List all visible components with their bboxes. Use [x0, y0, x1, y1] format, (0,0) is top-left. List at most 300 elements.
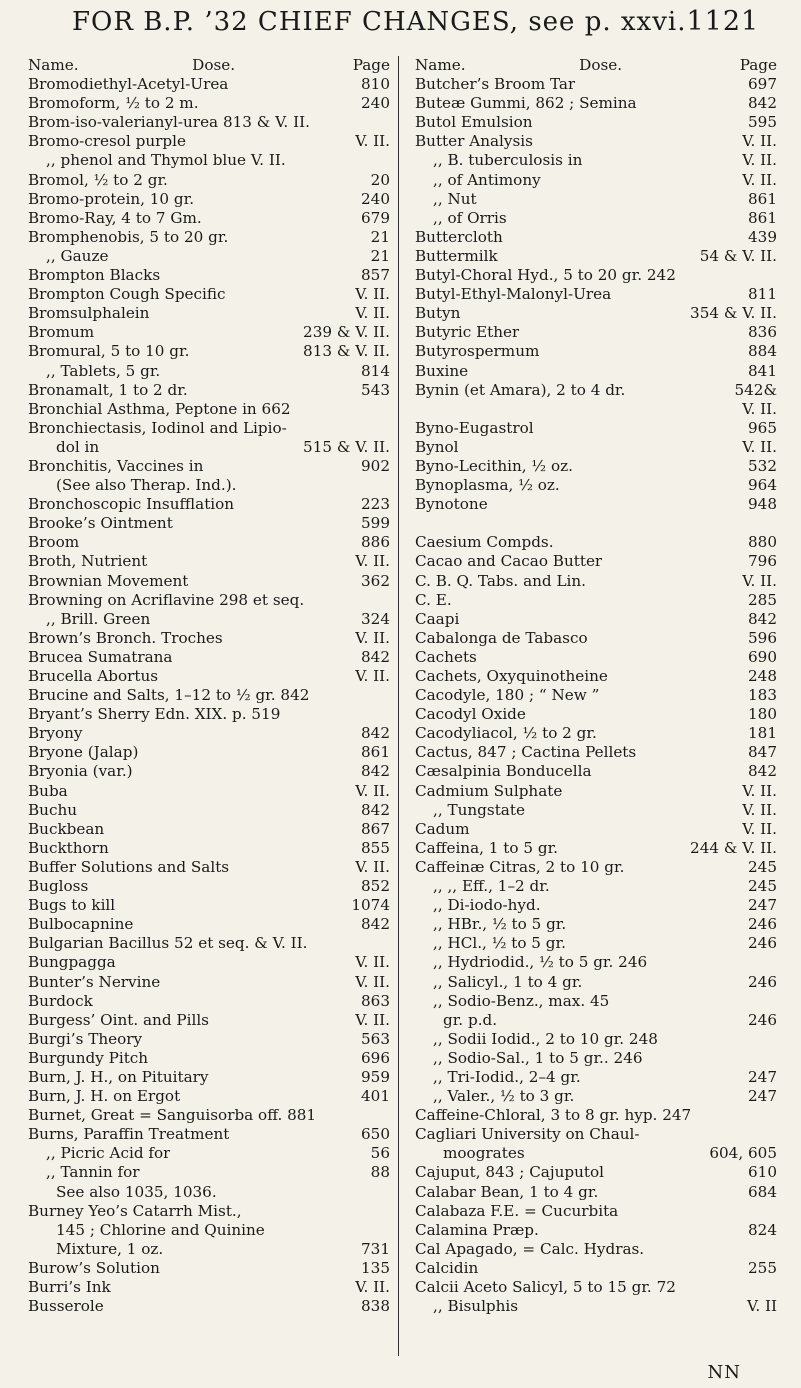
entry-name: Brucea Sumatrana — [28, 647, 173, 666]
index-entry — [415, 1030, 777, 1049]
entry-page: 354 & V. II. — [690, 304, 777, 323]
entry-name: Burow’s Solution — [28, 1258, 160, 1277]
entry-name: Bynoplasma, ½ oz. — [415, 476, 560, 495]
index-entry — [28, 190, 390, 209]
entry-name: ,, Salicyl., 1 to 4 gr. — [433, 972, 583, 991]
entry-page: 135 — [361, 1258, 390, 1277]
index-entry — [415, 400, 777, 419]
index-entry — [415, 1125, 777, 1144]
entry-page: 248 — [748, 667, 777, 685]
entry-page: 731 — [361, 1239, 390, 1258]
index-entry — [415, 1011, 777, 1030]
index-entry — [28, 1144, 390, 1163]
index-entry — [415, 743, 777, 762]
entry-page: V. II. — [742, 132, 777, 151]
entry-page: 696 — [361, 1048, 390, 1067]
entry-page: 543 — [361, 380, 390, 399]
entry-page: 857 — [361, 266, 390, 285]
entry-name: Burnet, Great = Sanguisorba off. 881 — [28, 1106, 317, 1125]
index-entry — [28, 1221, 390, 1240]
entry-page: 867 — [361, 819, 390, 838]
index-entry — [28, 323, 390, 342]
entry-name: Buba — [28, 781, 68, 800]
entry-page: V. II. — [355, 285, 390, 304]
entry-page: V. II. — [355, 781, 390, 800]
entry-page: 244 & V. II. — [690, 838, 777, 857]
entry-name: ,, ,, Eff., 1–2 dr. — [433, 877, 550, 896]
entry-page: 604, 605 — [709, 1144, 777, 1163]
entry-name: Cajuput, 843 ; Cajuputol — [415, 1163, 604, 1182]
entry-name: Brucella Abortus — [28, 667, 159, 685]
index-entry — [28, 820, 390, 839]
entry-name: Cacao and Cacao Butter — [415, 552, 603, 571]
entry-name: ,, Picric Acid for — [46, 1144, 171, 1163]
left-column — [18, 56, 398, 1356]
entry-page: 247 — [748, 1067, 777, 1086]
entry-name: Bynin (et Amara), 2 to 4 dr. — [415, 380, 626, 399]
entry-name: C. E. — [415, 590, 452, 609]
entry-page: 814 — [361, 361, 390, 380]
entry-name: Buchu — [28, 800, 78, 819]
entry-page: V. II. — [742, 781, 777, 800]
index-entry — [28, 495, 390, 514]
entry-name: Caffeinæ Citras, 2 to 10 gr. — [415, 857, 625, 876]
entry-page: V. II. — [355, 1010, 390, 1029]
entry-page: 842 — [748, 762, 777, 781]
entry-name: Cactus, 847 ; Cactina Pellets — [415, 743, 637, 762]
entry-name: ,, Bisulphis — [433, 1297, 519, 1316]
index-entry — [28, 438, 390, 457]
index-entry — [415, 1163, 777, 1182]
entry-name: ,, Tablets, 5 gr. — [46, 361, 161, 380]
entry-name: Caapi — [415, 609, 460, 628]
entry-page: 842 — [748, 94, 777, 113]
entry-name: Cagliari University on Chaul- — [415, 1125, 640, 1144]
entry-name: Buckbean — [28, 819, 105, 838]
entry-name: Byno-Lecithin, ½ oz. — [415, 456, 573, 475]
index-entry — [28, 629, 390, 648]
index-entry — [415, 266, 777, 285]
entry-name: Burn, J. H., on Pituitary — [28, 1067, 209, 1086]
entry-page: 965 — [748, 418, 777, 437]
entry-page: 842 — [361, 724, 390, 743]
index-entry — [415, 381, 777, 400]
entry-name: Bromum — [28, 323, 95, 342]
index-entry — [28, 151, 390, 170]
entry-name: Bynol — [415, 437, 459, 456]
entry-name: Byno-Eugastrol — [415, 418, 534, 437]
entry-name: Cal Apagado, = Calc. Hydras. — [415, 1239, 645, 1258]
index-entry — [415, 591, 777, 610]
col-header-dose: Dose. — [579, 56, 623, 74]
entry-page: 245 — [748, 877, 777, 896]
entry-name: C. B. Q. Tabs. and Lin. — [415, 571, 587, 590]
entry-page: 861 — [748, 208, 777, 227]
entry-page: 255 — [748, 1258, 777, 1277]
entry-page: 532 — [748, 456, 777, 475]
entry-name: Cadum — [415, 819, 470, 838]
entry-page: V. II. — [742, 170, 777, 189]
index-entry — [415, 724, 777, 743]
index-entry — [28, 1106, 390, 1125]
entry-page: 223 — [361, 495, 390, 514]
entry-page: 246 — [748, 1010, 777, 1029]
index-entry — [28, 228, 390, 247]
index-entry — [28, 75, 390, 94]
entry-name: Cachets — [415, 647, 477, 666]
index-entry — [28, 533, 390, 552]
entry-name: Bryony — [28, 724, 83, 743]
entry-page: 240 — [361, 94, 390, 113]
index-entry — [28, 285, 390, 304]
index-entry — [415, 973, 777, 992]
entry-page: 796 — [748, 552, 777, 571]
entry-page: 245 — [748, 857, 777, 876]
entry-page: 842 — [748, 609, 777, 628]
index-entry — [28, 1011, 390, 1030]
entry-name: Brompton Blacks — [28, 266, 161, 285]
entry-page: 836 — [748, 323, 777, 342]
entry-name: Brom-iso-valerianyl-urea 813 & V. II. — [28, 113, 310, 132]
entry-name: Cadmium Sulphate — [415, 781, 563, 800]
index-entry — [415, 342, 777, 361]
entry-name: Cacodyliacol, ½ to 2 gr. — [415, 724, 597, 743]
index-entry — [415, 610, 777, 629]
entry-name: Buttercloth — [415, 227, 503, 246]
col-header-name: Name. — [415, 56, 466, 74]
entry-page: 401 — [361, 1087, 390, 1106]
entry-name: Bromphenobis, 5 to 20 gr. — [28, 227, 229, 246]
entry-name: Burns, Paraffin Treatment — [28, 1125, 230, 1144]
index-entry — [28, 591, 390, 610]
entry-page: 824 — [748, 1220, 777, 1239]
entry-page: V. II — [747, 1297, 777, 1316]
index-entry — [28, 247, 390, 266]
entry-name: Buxine — [415, 361, 469, 380]
entry-name: Buckthorn — [28, 838, 109, 857]
index-entry — [415, 877, 777, 896]
index-entry — [28, 896, 390, 915]
entry-name: Busserole — [28, 1297, 104, 1316]
left-entry-list — [28, 75, 390, 1316]
entry-page: V. II. — [355, 953, 390, 972]
index-entry — [28, 1163, 390, 1182]
index-entry — [28, 1125, 390, 1144]
index-entry — [28, 992, 390, 1011]
index-entry — [415, 896, 777, 915]
entry-page: 842 — [361, 800, 390, 819]
index-entry — [415, 1068, 777, 1087]
entry-name: Bryone (Jalap) — [28, 743, 139, 762]
index-entry — [415, 915, 777, 934]
index-entry — [415, 247, 777, 266]
entry-name: Bronchitis, Vaccines in — [28, 456, 204, 475]
index-entry — [415, 533, 777, 552]
entry-page: V. II. — [355, 972, 390, 991]
entry-name: moogrates — [443, 1144, 525, 1163]
entry-name: Bronchiectasis, Iodinol and Lipio- — [28, 418, 287, 437]
index-entry — [415, 285, 777, 304]
entry-page: 842 — [361, 762, 390, 781]
index-entry — [415, 552, 777, 571]
entry-page: 842 — [361, 647, 390, 666]
entry-page: V. II. — [355, 667, 390, 685]
entry-page: 247 — [748, 896, 777, 915]
index-entry — [28, 953, 390, 972]
index-entry — [28, 400, 390, 419]
entry-name: Calamina Præp. — [415, 1220, 539, 1239]
index-entry — [415, 438, 777, 457]
entry-name: Caffeina, 1 to 5 gr. — [415, 838, 558, 857]
entry-page: 964 — [748, 476, 777, 495]
entry-name: dol in — [56, 437, 100, 456]
entry-name: Cacodyle, 180 ; “ New ” — [415, 686, 600, 705]
entry-name: ,, B. tuberculosis in — [433, 151, 583, 170]
index-entry — [415, 419, 777, 438]
entry-name: ,, Sodio-Benz., max. 45 — [433, 991, 610, 1010]
entry-name: Brown’s Bronch. Troches — [28, 628, 223, 647]
index-entry — [415, 820, 777, 839]
entry-name: Caesium Compds. — [415, 533, 554, 552]
entry-name: Bronamalt, 1 to 2 dr. — [28, 380, 188, 399]
entry-page: 21 — [370, 246, 390, 265]
entry-name: ,, Hydriodid., ½ to 5 gr. 246 — [433, 953, 648, 972]
signature-mark: NN — [707, 1362, 741, 1383]
entry-page: 863 — [361, 991, 390, 1010]
entry-name: Broom — [28, 533, 80, 552]
entry-name: Cæsalpinia Bonducella — [415, 762, 592, 781]
index-entry — [28, 171, 390, 190]
entry-page: V. II. — [355, 857, 390, 876]
entry-name: Bromol, ½ to 2 gr. — [28, 170, 168, 189]
index-entry — [28, 724, 390, 743]
index-entry — [415, 476, 777, 495]
entry-name: Bromsulphalein — [28, 304, 150, 323]
index-entry — [28, 801, 390, 820]
entry-name: Bryant’s Sherry Edn. XIX. p. 519 — [28, 705, 281, 724]
index-entry — [415, 362, 777, 381]
entry-name: Bynotone — [415, 495, 488, 514]
entry-page: 240 — [361, 189, 390, 208]
index-entry — [28, 858, 390, 877]
entry-page: 884 — [748, 342, 777, 361]
index-entry — [28, 915, 390, 934]
index-entry — [415, 992, 777, 1011]
right-column — [398, 56, 783, 1356]
index-entry — [415, 858, 777, 877]
entry-name: ,, HBr., ½ to 5 gr. — [433, 915, 567, 934]
entry-page: 181 — [748, 724, 777, 743]
entry-name: Calcii Aceto Salicyl, 5 to 15 gr. 72 — [415, 1278, 676, 1296]
entry-page: V. II. — [355, 132, 390, 151]
index-entry — [415, 113, 777, 132]
entry-name: Buteæ Gummi, 862 ; Semina — [415, 94, 637, 113]
index-entry — [28, 934, 390, 953]
entry-name: Caffeine-Chloral, 3 to 8 gr. hyp. 247 — [415, 1106, 692, 1125]
entry-name: Brooke’s Ointment — [28, 514, 173, 533]
entry-page: V. II. — [355, 304, 390, 323]
entry-name: ,, of Orris — [433, 208, 507, 227]
index-entry — [28, 304, 390, 323]
entry-page: V. II. — [742, 819, 777, 838]
index-entry — [415, 762, 777, 781]
entry-name: (See also Therap. Ind.). — [56, 476, 237, 495]
entry-page: V. II. — [742, 151, 777, 170]
entry-name: Bungpagga — [28, 953, 116, 972]
header-title: FOR B.P. ’32 CHIEF CHANGES, see p. xxvi. — [72, 7, 687, 37]
entry-name: Brucine and Salts, 1–12 to ½ gr. 842 — [28, 686, 310, 705]
right-entry-list — [415, 75, 777, 1316]
index-entry — [28, 94, 390, 113]
entry-name: Bromo-cresol purple — [28, 132, 186, 151]
entry-page: 690 — [748, 647, 777, 666]
entry-page: 959 — [361, 1067, 390, 1086]
index-entry — [415, 934, 777, 953]
index-entry — [415, 1297, 777, 1316]
entry-page: 246 — [748, 915, 777, 934]
entry-name: Bromodiethyl-Acetyl-Urea — [28, 75, 229, 94]
entry-name: ,, Sodii Iodid., 2 to 10 gr. 248 — [433, 1029, 658, 1048]
index-entry — [415, 323, 777, 342]
index-entry — [415, 495, 777, 514]
entry-name: Bronchial Asthma, Peptone in 662 — [28, 399, 291, 418]
index-entry — [415, 1049, 777, 1068]
index-entry — [28, 782, 390, 801]
index-entry — [28, 514, 390, 533]
entry-name: ,, HCl., ½ to 5 gr. — [433, 934, 566, 953]
entry-name: ,, Tungstate — [433, 800, 525, 819]
index-entry — [28, 686, 390, 705]
entry-name: Bulbocapnine — [28, 915, 134, 934]
entry-name: ,, Di-iodo-hyd. — [433, 896, 541, 915]
entry-name: Bryonia (var.) — [28, 762, 133, 781]
index-entry — [28, 381, 390, 400]
entry-name: Burgess’ Oint. and Pills — [28, 1010, 209, 1029]
index-entry — [28, 1202, 390, 1221]
entry-page: 246 — [748, 972, 777, 991]
entry-name: See also 1035, 1036. — [56, 1182, 217, 1201]
column-header — [28, 56, 390, 75]
index-entry — [415, 190, 777, 209]
entry-name: Calabaza F.E. = Cucurbita — [415, 1201, 619, 1220]
index-entry — [28, 362, 390, 381]
entry-name: Burdock — [28, 991, 93, 1010]
entry-page: V. II. — [355, 552, 390, 571]
index-entry — [415, 1278, 777, 1297]
entry-name: ,, Sodio-Sal., 1 to 5 gr.. 246 — [433, 1048, 643, 1067]
entry-name: ,, Nut — [433, 189, 477, 208]
index-entry — [28, 839, 390, 858]
index-entry — [28, 113, 390, 132]
index-entry — [28, 552, 390, 571]
entry-page: 21 — [370, 227, 390, 246]
entry-name: Butter Analysis — [415, 132, 533, 151]
entry-page: 838 — [361, 1297, 390, 1316]
entry-page: 239 & V. II. — [303, 323, 390, 342]
index-entry — [28, 1030, 390, 1049]
entry-name: Cabalonga de Tabasco — [415, 628, 588, 647]
col-header-page: Page — [739, 56, 777, 74]
index-entry — [28, 743, 390, 762]
index-entry — [415, 572, 777, 591]
entry-name: Bulgarian Bacillus 52 et seq. & V. II. — [28, 934, 308, 953]
entry-name: Bromural, 5 to 10 gr. — [28, 342, 190, 361]
entry-page: 855 — [361, 838, 390, 857]
entry-name: Bromoform, ½ to 2 m. — [28, 94, 199, 113]
entry-page: 596 — [748, 628, 777, 647]
entry-page: 54 & V. II. — [699, 246, 777, 265]
index-entry — [28, 572, 390, 591]
index-entry — [28, 132, 390, 151]
entry-name: ,, Brill. Green — [46, 609, 151, 628]
entry-page: V. II. — [742, 437, 777, 456]
index-entry — [415, 1202, 777, 1221]
index-entry — [28, 457, 390, 476]
entry-page: V. II. — [742, 800, 777, 819]
entry-page: 595 — [748, 113, 777, 132]
section-gap — [415, 514, 777, 533]
entry-page: 861 — [361, 743, 390, 762]
entry-name: Buttermilk — [415, 246, 498, 265]
index-entry — [415, 648, 777, 667]
index-entry — [28, 1259, 390, 1278]
index-entry — [28, 705, 390, 724]
entry-name: ,, Valer., ½ to 3 gr. — [433, 1087, 575, 1106]
entry-name: Bugs to kill — [28, 896, 116, 915]
entry-page: 515 & V. II. — [303, 437, 390, 456]
entry-page: 841 — [748, 361, 777, 380]
col-header-name: Name. — [28, 56, 79, 74]
index-entry — [415, 457, 777, 476]
index-entry — [28, 1183, 390, 1202]
entry-page: V. II. — [355, 628, 390, 647]
index-entry — [415, 667, 777, 686]
index-entry — [415, 705, 777, 724]
entry-page: 861 — [748, 189, 777, 208]
col-header-dose: Dose. — [192, 56, 236, 74]
index-entry — [415, 132, 777, 151]
index-entry — [415, 801, 777, 820]
entry-page: 20 — [370, 170, 390, 189]
entry-name: Brownian Movement — [28, 571, 189, 590]
index-entry — [28, 1087, 390, 1106]
entry-page: 684 — [748, 1182, 777, 1201]
entry-name: Butyn — [415, 304, 461, 323]
index-columns — [18, 56, 783, 1356]
entry-page: 842 — [361, 915, 390, 934]
entry-page: 183 — [748, 686, 777, 705]
entry-page: V. II. — [355, 1278, 390, 1296]
index-entry — [28, 1278, 390, 1297]
index-entry — [415, 1144, 777, 1163]
running-header — [0, 6, 801, 46]
entry-name: Burri’s Ink — [28, 1278, 111, 1296]
entry-name: Bromo-Ray, 4 to 7 Gm. — [28, 208, 202, 227]
entry-name: Butol Emulsion — [415, 113, 533, 132]
entry-page: 439 — [748, 227, 777, 246]
index-entry — [415, 75, 777, 94]
index-entry — [415, 782, 777, 801]
entry-page: 902 — [361, 456, 390, 475]
entry-page: 610 — [748, 1163, 777, 1182]
entry-name: Calcidin — [415, 1258, 479, 1277]
col-header-page: Page — [352, 56, 390, 74]
entry-name: ,, Tannin for — [46, 1163, 140, 1182]
entry-page: 810 — [361, 75, 390, 94]
entry-name: gr. p.d. — [443, 1010, 498, 1029]
entry-name: Bronchoscopic Insufflation — [28, 495, 235, 514]
entry-name: Burgi’s Theory — [28, 1029, 143, 1048]
